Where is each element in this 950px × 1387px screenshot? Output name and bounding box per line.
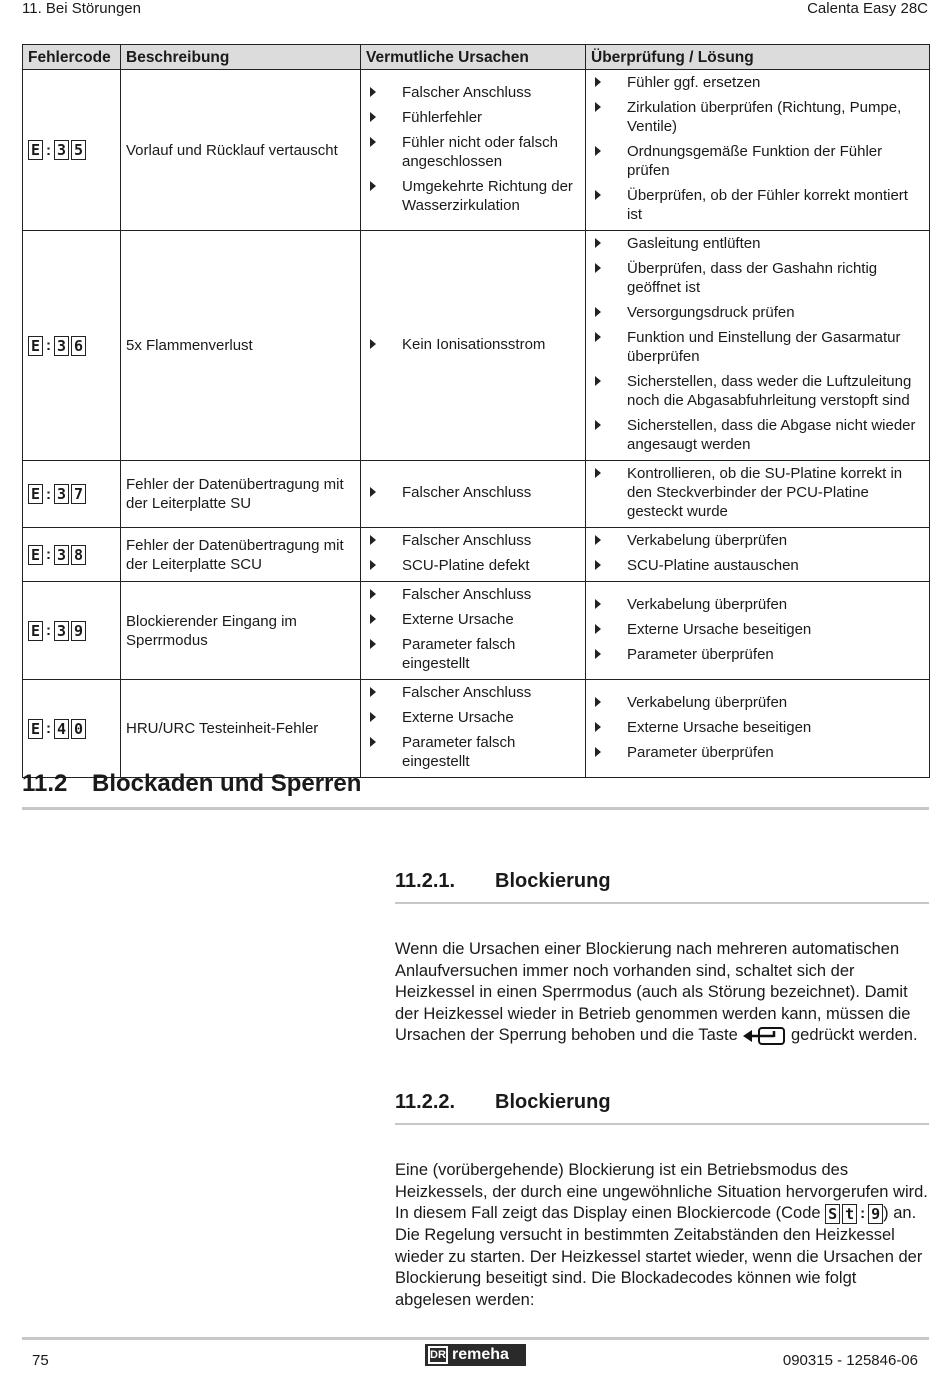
solution-item: Überprüfen, dass der Gashahn richtig geöffnet ist	[591, 259, 924, 297]
code-digit: 3	[54, 621, 69, 641]
code-digit: E	[28, 719, 43, 739]
paragraph-blockierung-2	[395, 1160, 935, 1311]
code-digit: 3	[54, 336, 69, 356]
paragraph-text-end: gedrückt werden.	[790, 1026, 918, 1045]
solutions-cell	[586, 680, 930, 778]
solutions-cell	[586, 70, 930, 231]
causes-cell	[361, 461, 586, 528]
section-heading	[22, 770, 361, 798]
solutions-cell	[586, 582, 930, 680]
causes-cell	[361, 528, 586, 582]
solutions-cell	[586, 231, 930, 461]
document-number: 090315 - 125846-06	[782, 1352, 918, 1369]
paragraph-text: Wenn die Ursachen einer Blockierung nach mehreren automatischen Anlaufversuchen immer noch vorhanden sind, schaltet sich der Heizkessel in einen Sperrmodus (auch als Störung bezeichnet). Damit der Heizkessel wieder in Betrieb genommen werden kann, müssen die Ursachen der Sperrung behoben und die Taste	[395, 940, 911, 1045]
cause-item: Externe Ursache	[366, 610, 580, 629]
cause-item: SCU-Platine defekt	[366, 556, 580, 575]
table-row	[23, 70, 930, 231]
subsection-heading	[395, 1091, 611, 1114]
error-code-cell	[23, 231, 121, 461]
solution-item: Verkabelung überprüfen	[591, 693, 924, 712]
code-digit: 3	[54, 484, 69, 504]
column-header: Beschreibung	[121, 45, 361, 70]
page-number: 75	[32, 1352, 49, 1369]
solutions-cell	[586, 461, 930, 528]
subsection-title: Blockierung	[495, 1091, 611, 1113]
description-cell: Blockierender Eingang im Sperrmodus	[121, 582, 361, 680]
error-code-cell	[23, 528, 121, 582]
description-cell: HRU/URC Testeinheit-Fehler	[121, 680, 361, 778]
code-digit: 8	[71, 545, 86, 565]
solution-item: Kontrollieren, ob die SU-Platine korrekt in den Steckverbinder der PCU-Platine gesteckt wurde	[591, 464, 924, 521]
code-digit: 9	[868, 1204, 883, 1224]
cause-item: Umgekehrte Richtung der Wasserzirkulation	[366, 177, 580, 215]
table-row	[23, 231, 930, 461]
code-digit: 6	[71, 336, 86, 356]
error-code-display	[28, 140, 86, 160]
table-header-row	[23, 45, 930, 70]
code-digit: 9	[71, 621, 86, 641]
error-code-display	[28, 719, 86, 739]
section-divider	[22, 807, 929, 810]
solution-item: Fühler ggf. ersetzen	[591, 73, 924, 92]
solution-item: SCU-Platine austauschen	[591, 556, 924, 575]
logo-mark: DR	[428, 1346, 448, 1364]
code-digit: S	[825, 1204, 840, 1224]
solution-item: Ordnungsgemäße Funktion der Fühler prüfen	[591, 142, 924, 180]
column-header: Vermutliche Ursachen	[361, 45, 586, 70]
cause-item: Falscher Anschluss	[366, 83, 580, 102]
section-title: Blockaden und Sperren	[92, 770, 362, 797]
solution-item: Parameter überprüfen	[591, 743, 924, 762]
remeha-logo	[425, 1344, 526, 1366]
cause-item: Externe Ursache	[366, 708, 580, 727]
section-number: 11.2	[22, 770, 68, 797]
cause-item: Falscher Anschluss	[366, 683, 580, 702]
table-row	[23, 528, 930, 582]
error-code-cell	[23, 582, 121, 680]
footer-divider	[22, 1337, 929, 1340]
error-code-display	[28, 484, 86, 504]
code-digit: 4	[54, 719, 69, 739]
paragraph-text: ) an. Die Regelung versucht in bestimmten Zeitabständen den Heizkessel wieder zu starten. Der Heizkessel startet wieder, wenn die Ursachen der Blockierung beseitigt sind. Die Blockadecodes können wie folgt abgelesen werden:	[395, 1204, 923, 1309]
logo-text: remeha	[452, 1346, 509, 1363]
reset-key-icon	[742, 1026, 786, 1046]
column-header: Überprüfung / Lösung	[586, 45, 930, 70]
code-colon: :	[46, 337, 51, 355]
solution-item: Externe Ursache beseitigen	[591, 718, 924, 737]
error-code-display	[28, 336, 86, 356]
solution-item: Verkabelung überprüfen	[591, 595, 924, 614]
cause-item: Kein Ionisationsstrom	[366, 335, 580, 354]
code-colon: :	[860, 1205, 866, 1223]
description-cell: Vorlauf und Rücklauf vertauscht	[121, 70, 361, 231]
subsection-divider	[395, 902, 929, 904]
description-cell: Fehler der Datenübertragung mit der Leiterplatte SU	[121, 461, 361, 528]
table-row	[23, 680, 930, 778]
code-colon: :	[46, 141, 51, 159]
cause-item: Parameter falsch eingestellt	[366, 733, 580, 771]
solution-item: Sicherstellen, dass die Abgase nicht wieder angesaugt werden	[591, 416, 924, 454]
solution-item: Funktion und Einstellung der Gasarmatur überprüfen	[591, 328, 924, 366]
causes-cell	[361, 680, 586, 778]
code-digit: E	[28, 621, 43, 641]
subsection-number: 11.2.2.	[395, 1091, 456, 1113]
solutions-cell	[586, 528, 930, 582]
solution-item: Verkabelung überprüfen	[591, 531, 924, 550]
code-colon: :	[46, 546, 51, 564]
code-colon: :	[46, 485, 51, 503]
solution-item: Gasleitung entlüften	[591, 234, 924, 253]
cause-item: Parameter falsch eingestellt	[366, 635, 580, 673]
subsection-heading	[395, 870, 611, 893]
paragraph-blockierung-1	[395, 939, 935, 1047]
header-chapter: 11. Bei Störungen	[22, 0, 141, 17]
blocking-code-display	[825, 1203, 883, 1225]
code-colon: :	[46, 622, 51, 640]
code-digit: E	[28, 484, 43, 504]
error-code-table	[22, 44, 930, 778]
table-row	[23, 582, 930, 680]
subsection-number: 11.2.1.	[395, 870, 456, 892]
error-code-cell	[23, 461, 121, 528]
code-digit: 0	[71, 719, 86, 739]
subsection-title: Blockierung	[495, 870, 611, 892]
code-digit: E	[28, 545, 43, 565]
error-code-display	[28, 545, 86, 565]
column-header: Fehlercode	[23, 45, 121, 70]
cause-item: Fühlerfehler	[366, 108, 580, 127]
paragraph-text: Eine (vorübergehende) Blockierung ist ein Betriebsmodus des Heizkessels, der durch eine ungewöhnliche Situation hervorgerufen wird. In diesem Fall zeigt das Display einen Blockiercode (Code	[395, 1161, 928, 1223]
code-digit: t	[842, 1204, 857, 1224]
code-digit: E	[28, 336, 43, 356]
causes-cell	[361, 582, 586, 680]
error-code-cell	[23, 680, 121, 778]
cause-item: Falscher Anschluss	[366, 531, 580, 550]
cause-item: Falscher Anschluss	[366, 585, 580, 604]
code-digit: 3	[54, 545, 69, 565]
causes-cell	[361, 231, 586, 461]
error-code-display	[28, 621, 86, 641]
cause-item: Fühler nicht oder falsch angeschlossen	[366, 133, 580, 171]
code-digit: 3	[54, 140, 69, 160]
description-cell: Fehler der Datenübertragung mit der Leiterplatte SCU	[121, 528, 361, 582]
code-digit: E	[28, 140, 43, 160]
solution-item: Versorgungsdruck prüfen	[591, 303, 924, 322]
solution-item: Externe Ursache beseitigen	[591, 620, 924, 639]
causes-cell	[361, 70, 586, 231]
cause-item: Falscher Anschluss	[366, 483, 580, 502]
subsection-divider	[395, 1123, 929, 1125]
header-product: Calenta Easy 28C	[807, 0, 928, 17]
solution-item: Sicherstellen, dass weder die Luftzuleitung noch die Abgasabfuhrleitung verstopft sind	[591, 372, 924, 410]
code-digit: 5	[71, 140, 86, 160]
solution-item: Parameter überprüfen	[591, 645, 924, 664]
solution-item: Überprüfen, ob der Fühler korrekt montiert ist	[591, 186, 924, 224]
code-digit: 7	[71, 484, 86, 504]
solution-item: Zirkulation überprüfen (Richtung, Pumpe, Ventile)	[591, 98, 924, 136]
description-cell: 5x Flammenverlust	[121, 231, 361, 461]
error-code-cell	[23, 70, 121, 231]
code-colon: :	[46, 720, 51, 738]
table-row	[23, 461, 930, 528]
